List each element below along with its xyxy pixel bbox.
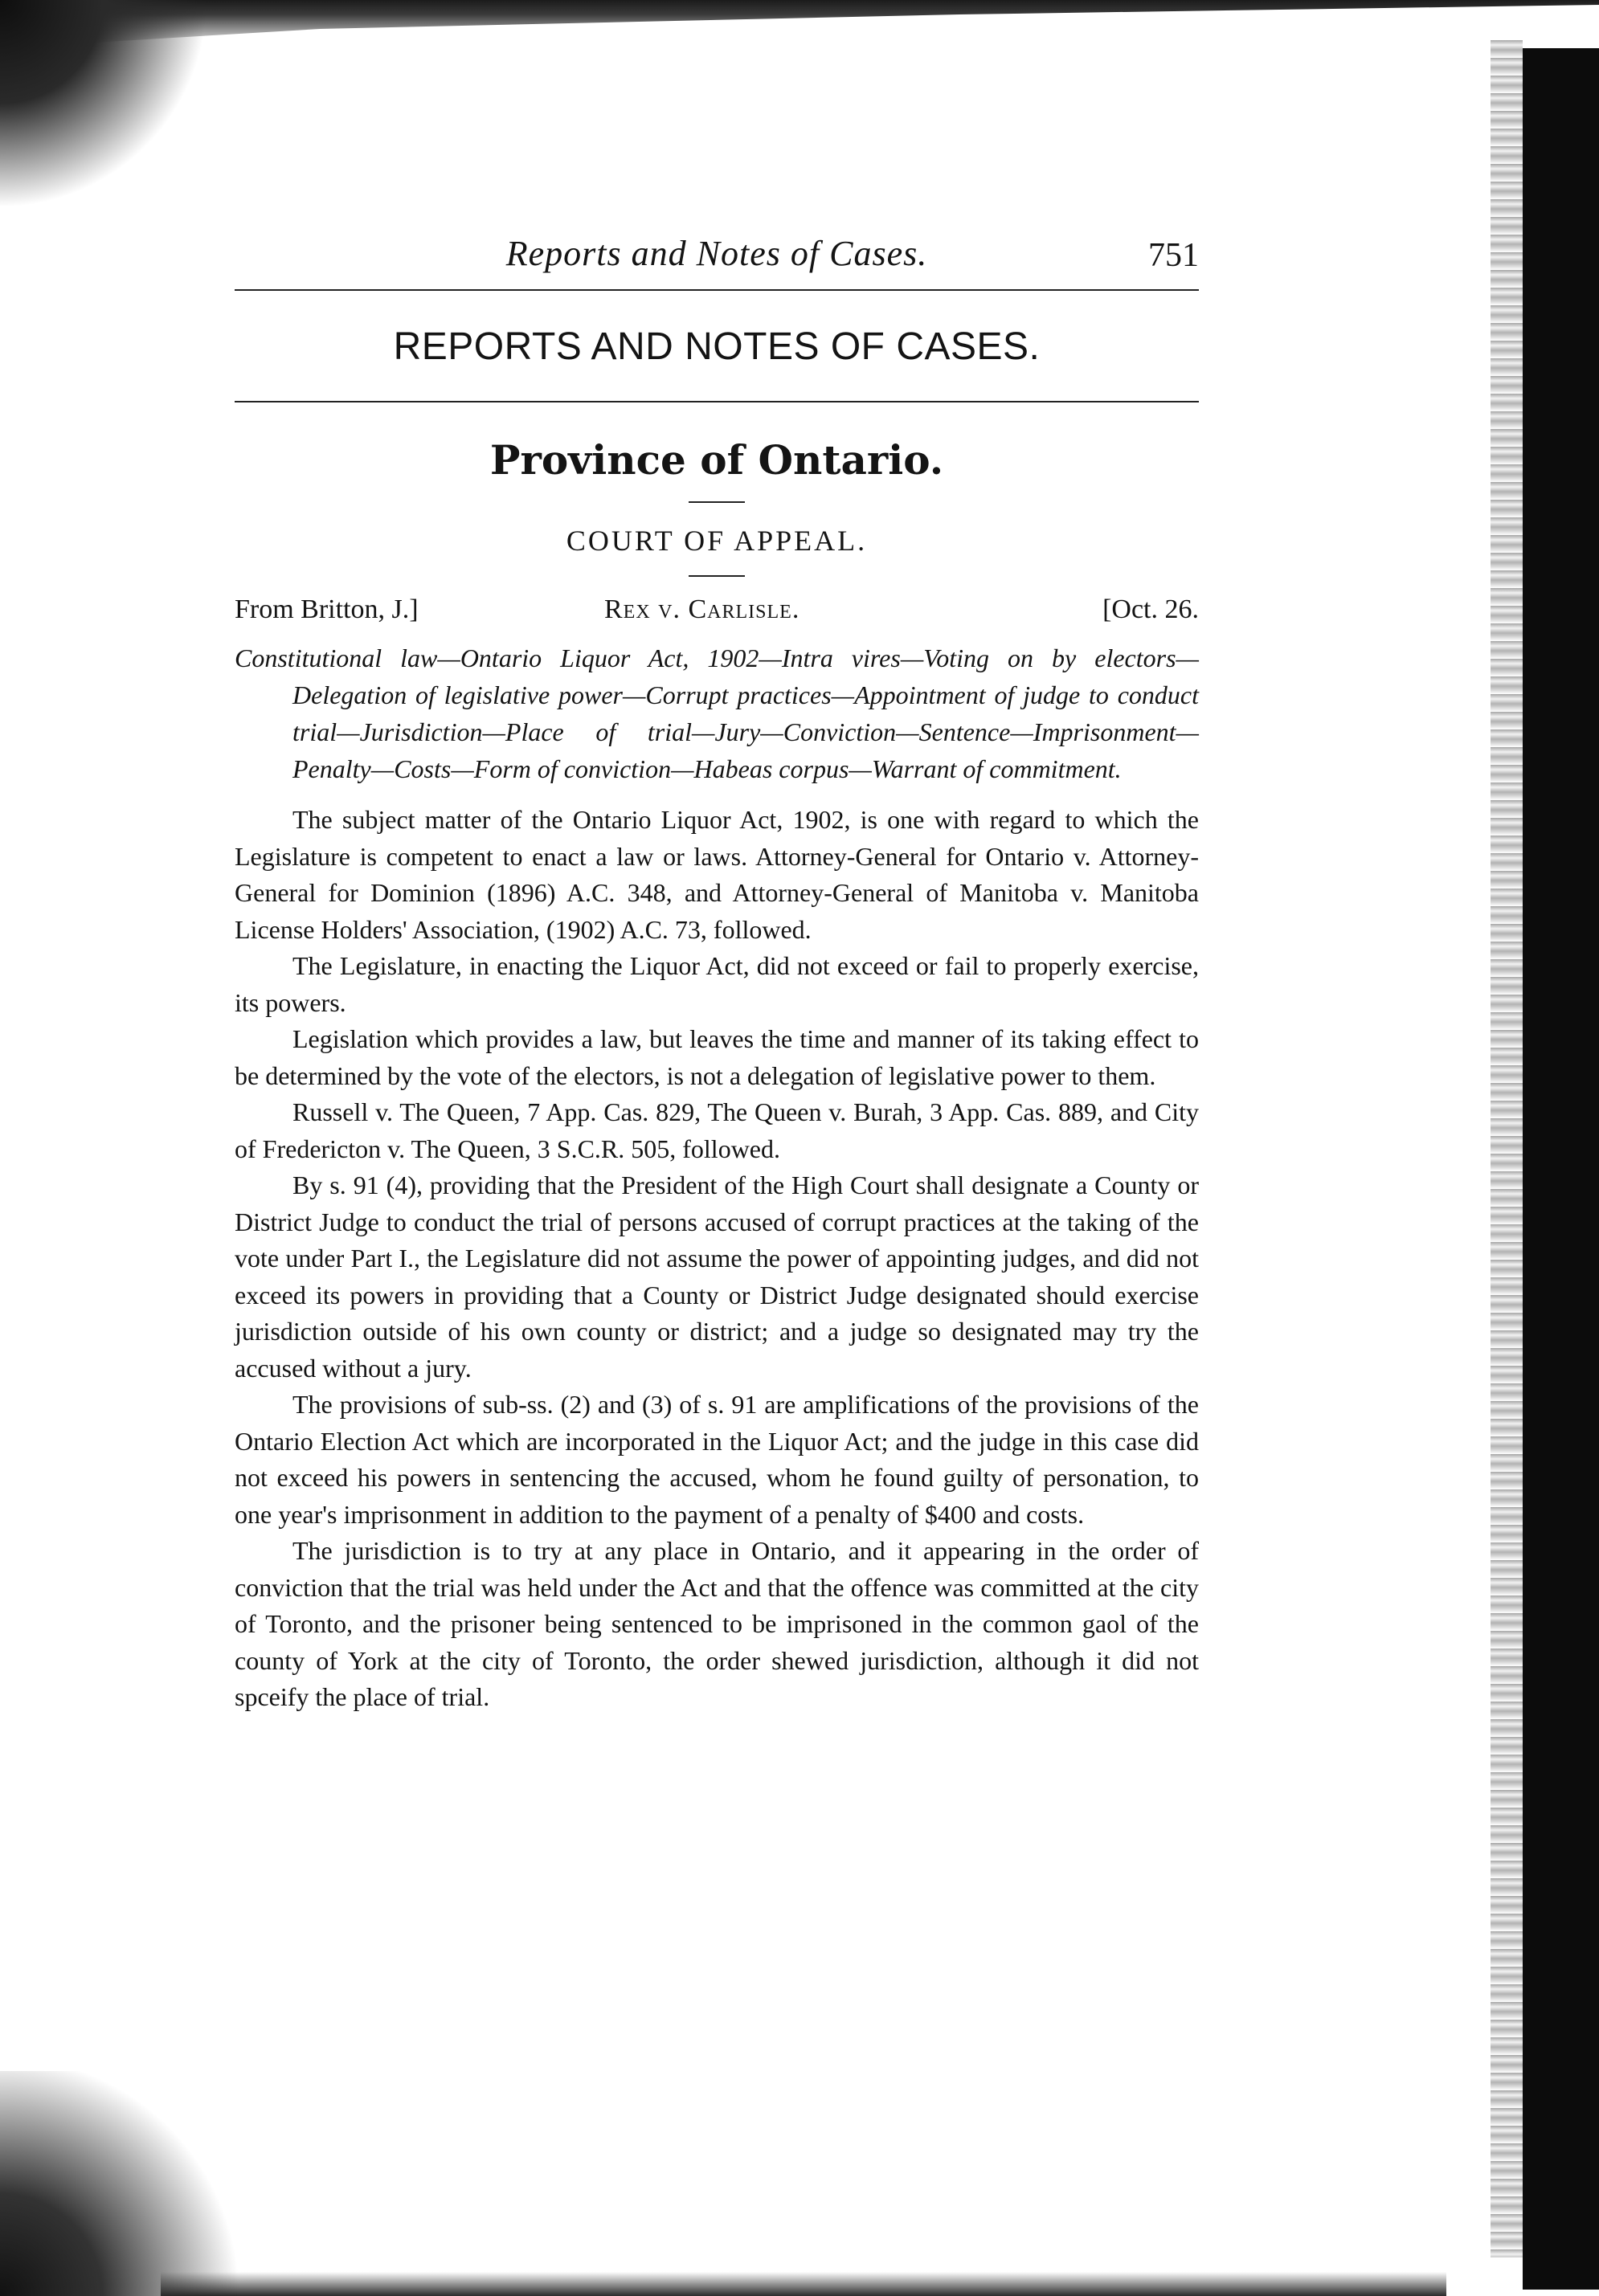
scan-edge-top — [0, 0, 1599, 48]
document-page — [235, 233, 1199, 1716]
province-heading: Province of Ontario. — [489, 436, 944, 484]
short-divider — [689, 501, 745, 503]
paragraph: The jurisdiction is to try at any place in Ontario, and it appearing in the order of conviction that the trial was held under the Act and that the offence was committed at the city of Toronto, and the prisoner being sentenced to be imprisoned in the common gaol of the county of York at the city of Toronto, the order shewed jurisdiction, although it did not spceify the place of trial. — [235, 1536, 1199, 1711]
header-rule — [235, 289, 1199, 291]
case-name: Rex v. Carlisle. — [604, 594, 800, 624]
page-number: 751 — [1148, 237, 1199, 274]
case-line — [235, 594, 1199, 635]
paragraph: Russell v. The Queen, 7 App. Cas. 829, The Queen v. Burah, 3 App. Cas. 889, and City of Fredericton v. The Queen, 3 S.C.R. 505, followed. — [235, 1097, 1199, 1163]
running-title: Reports and Notes of Cases. — [505, 234, 928, 273]
paragraph: The subject matter of the Ontario Liquor Act, 1902, is one with regard to which the Legislature is competent to enact a law or laws. Attorney-General for Ontario v. Attorney-General for Dominion (1896) A.C. 348, and Attorney-General of Manitoba v. Manitoba License Holders' Association, (1902) A.C. 73, followed. — [235, 805, 1199, 944]
scan-noise-right — [1491, 40, 1523, 2257]
paragraph: The Legislature, in enacting the Liquor Act, did not exceed or fail to properly exercise, its powers. — [235, 951, 1199, 1017]
scan-shadow-top-left — [0, 0, 209, 209]
case-date: [Oct. 26. — [1102, 594, 1199, 624]
short-divider — [689, 575, 745, 577]
section-rule — [235, 401, 1199, 402]
paragraph: The provisions of sub-ss. (2) and (3) of s. 91 are amplifications of the provisions of the Ontario Election Act which are incorporated in the Liquor Act; and the judge in this case did not exceed his powers in sentencing the accused, whom he found guilty of personation, to one year's imprisonment in addition to the payment of a penalty of $400 and costs. — [235, 1390, 1199, 1529]
paragraph: By s. 91 (4), providing that the President of the High Court shall designate a County or District Judge to conduct the trial of persons accused of corrupt practices at the taking of the vote under Part I., the Legislature did not assume the power of appointing judges, and did not exceed its powers in providing that a County or District Judge designated should exercise jurisdiction outside of his own county or district; and a judge so designated may try the accused without a jury. — [235, 1170, 1199, 1383]
paragraph: Legislation which provides a law, but leaves the time and manner of its taking effect to be determined by the vote of the electors, is not a delegation of legislative power to them. — [235, 1024, 1199, 1090]
case-from: From Britton, J.] — [235, 594, 419, 624]
body-text — [235, 802, 1199, 1716]
scan-edge-right — [1523, 48, 1599, 2290]
scan-shadow-bottom-left — [0, 2071, 257, 2296]
headnote: Constitutional law—Ontario Liquor Act, 1902—Intra vires—Voting on by electors—Delegation of legislative power—Corrupt practices—Appointment of judge to conduct trial—Jurisdiction—Place of trial—Jury—Conviction—Sentence—Imprisonment—Penalty—Costs—Form of conviction—Habeas corpus—Warrant of commitment. — [235, 643, 1199, 783]
court-heading: COURT OF APPEAL. — [566, 525, 868, 557]
scan-edge-bottom — [161, 2272, 1446, 2296]
section-heading: REPORTS AND NOTES OF CASES. — [393, 325, 1041, 368]
running-head — [235, 233, 1199, 289]
